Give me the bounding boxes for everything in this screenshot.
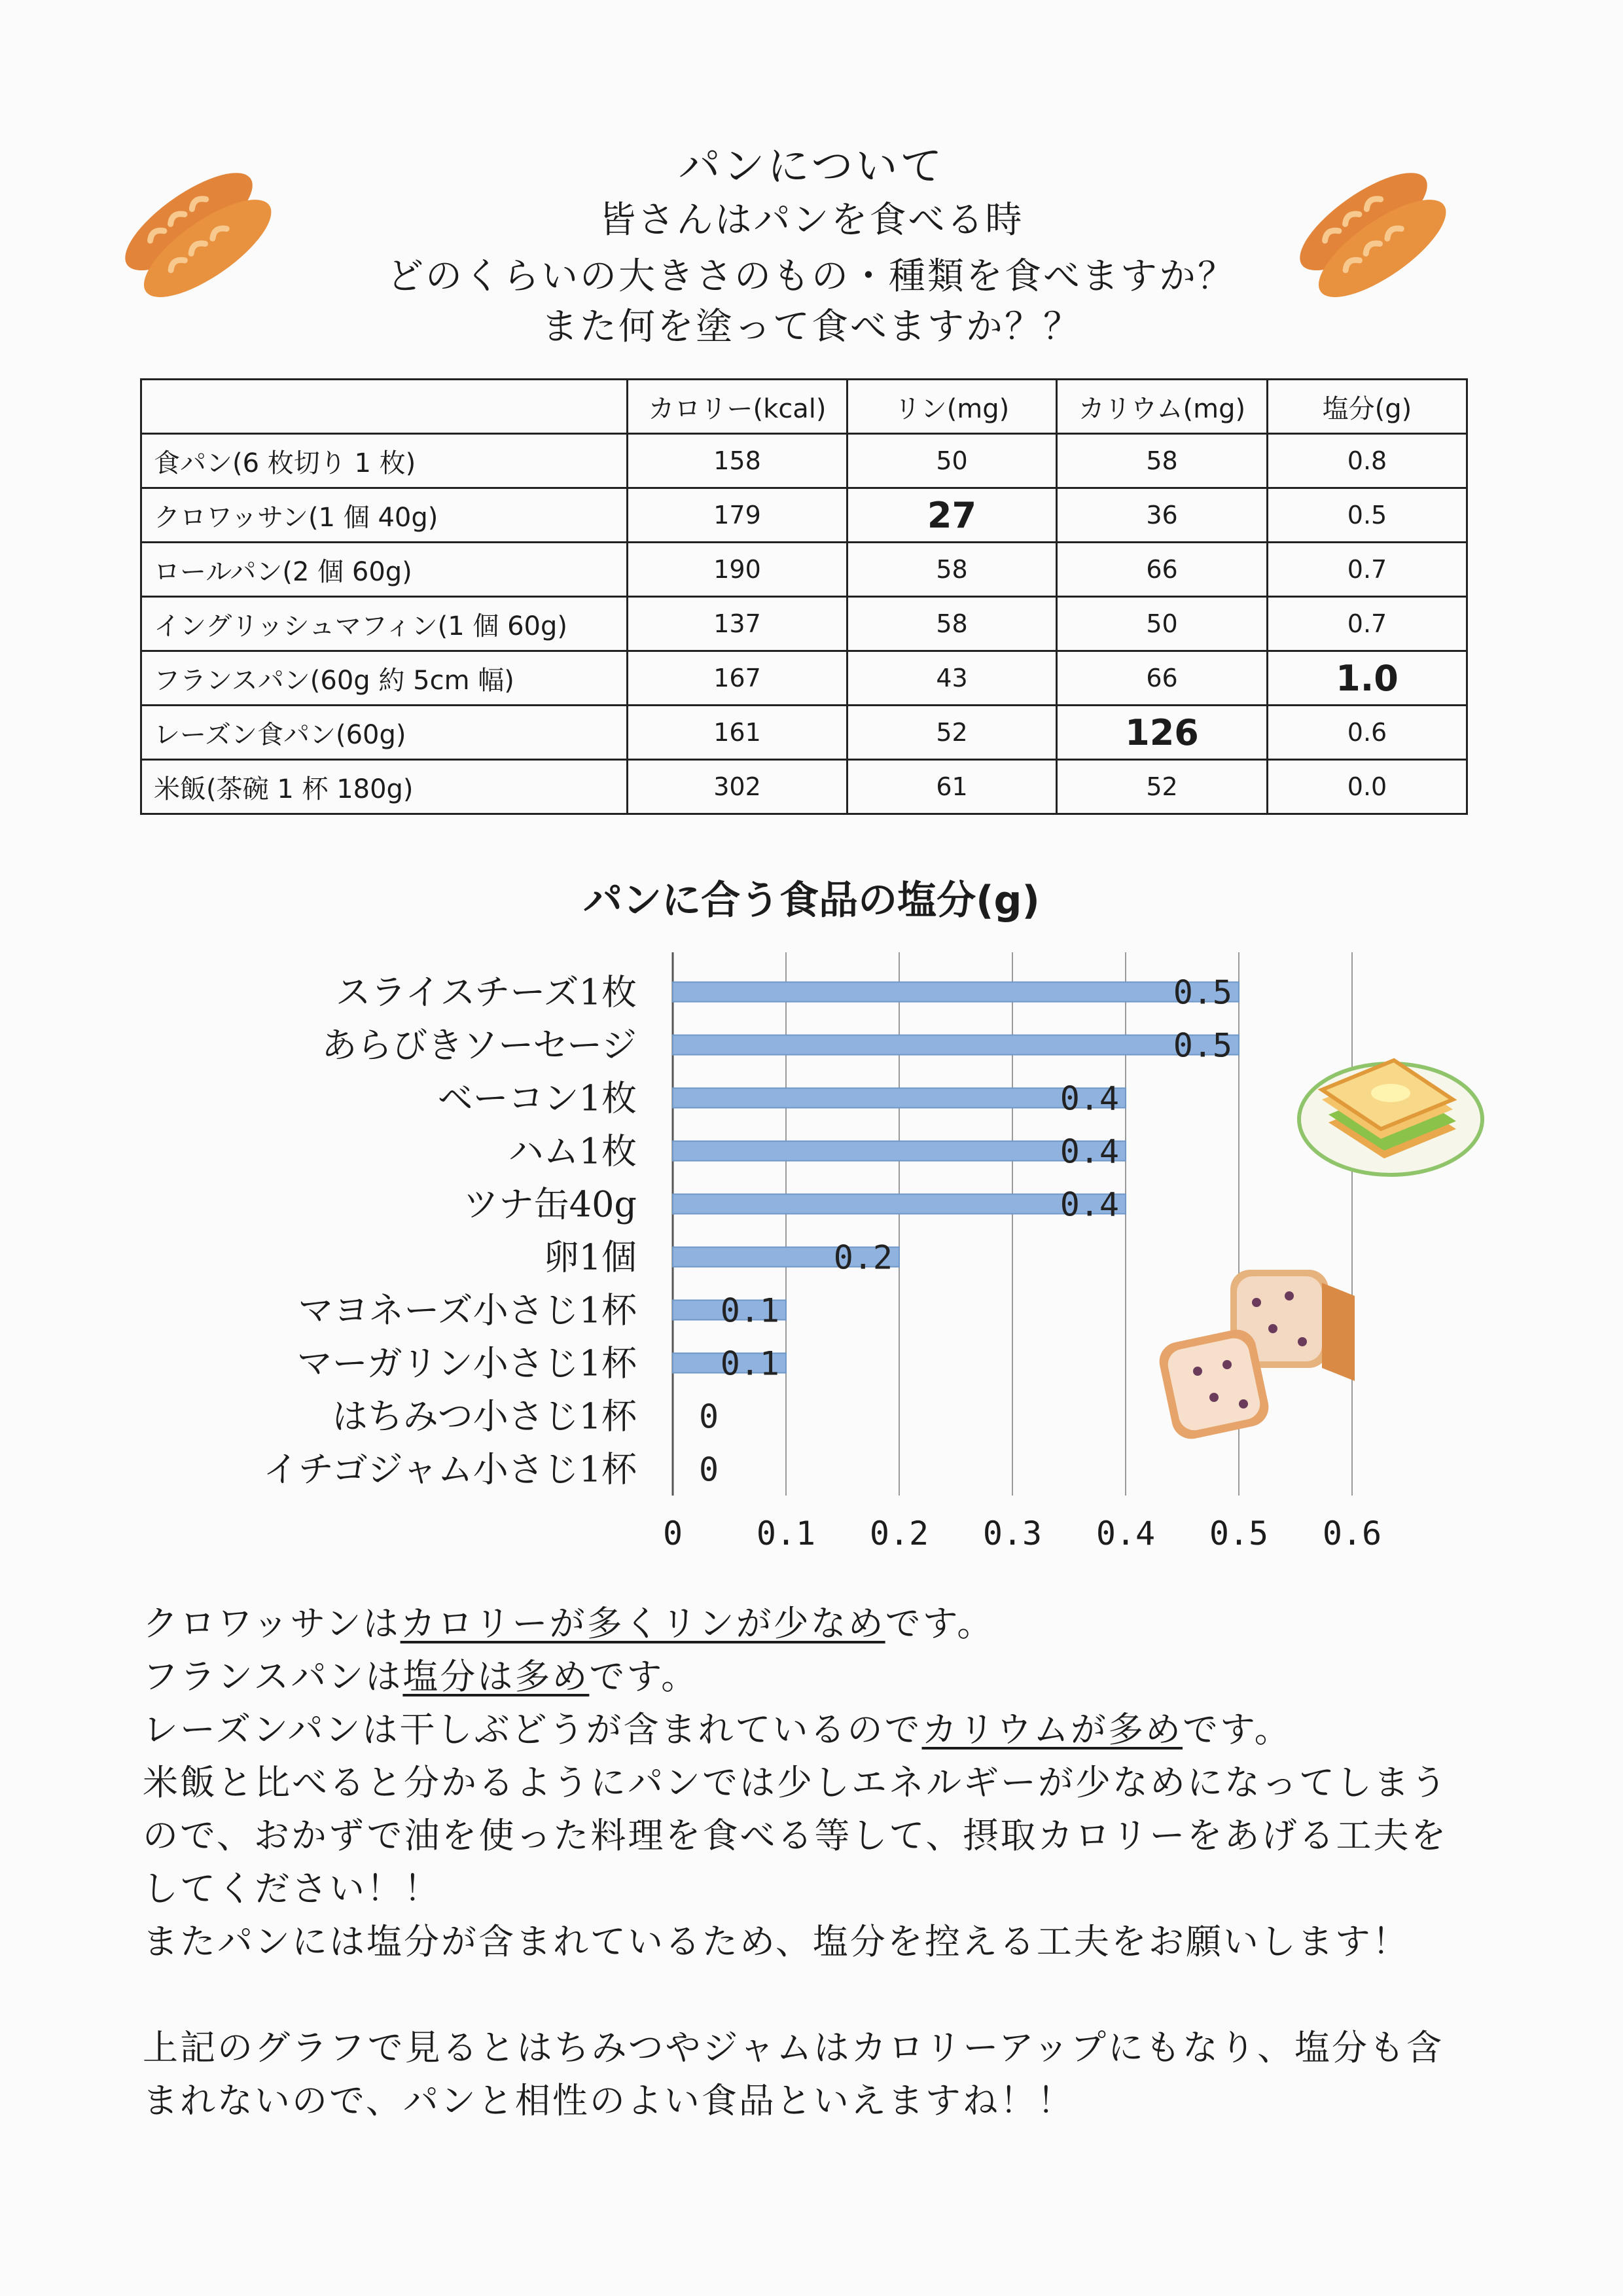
data-label: 0.1 xyxy=(720,1291,779,1330)
category-label: ベーコン1枚 xyxy=(437,1077,637,1119)
page-title: パンについて xyxy=(678,142,945,191)
phosphorus-cell: 61 xyxy=(847,760,1057,814)
bar xyxy=(673,982,1239,1002)
food-name: イングリッシュマフィン(1 個 60g) xyxy=(141,597,628,651)
paragraph-rice-comparison: 米飯と比べると分かるようにパンでは少しエネルギーが少なめになってしまうので、おかずで油を使った料理を食べる等して、摂取カロリーをあげる工夫をしてください！！ xyxy=(143,1762,1448,1909)
underlined-text: 塩分は多め xyxy=(402,1656,590,1697)
table-header: カリウム(mg) xyxy=(1057,380,1268,434)
paragraph-salt-advice: またパンには塩分が含まれているため、塩分を控える工夫をお願いします！ xyxy=(143,1921,1410,1962)
text-span: です。 xyxy=(589,1656,699,1697)
potassium-cell: 58 xyxy=(1057,434,1268,488)
paragraph-croissant xyxy=(143,1597,1478,1650)
bread-icon xyxy=(115,157,278,308)
category-label: イチゴジャム小さじ1杯 xyxy=(262,1448,637,1490)
category-label: マーガリン小さじ1杯 xyxy=(296,1342,637,1384)
potassium-cell: 126 xyxy=(1057,706,1268,760)
calorie-cell: 190 xyxy=(628,543,847,597)
potassium-cell: 66 xyxy=(1057,651,1268,706)
salt-cell: 0.0 xyxy=(1268,760,1467,814)
potassium-cell: 66 xyxy=(1057,543,1268,597)
category-label: ツナ缶40g xyxy=(463,1183,637,1225)
x-tick-label: 0.2 xyxy=(869,1515,929,1552)
category-label: ハム1枚 xyxy=(508,1130,637,1172)
calorie-cell: 179 xyxy=(628,488,847,543)
table-row xyxy=(141,543,1467,597)
data-label: 0 xyxy=(699,1450,719,1489)
phosphorus-cell: 52 xyxy=(847,706,1057,760)
data-label: 0.4 xyxy=(1060,1132,1119,1171)
bar xyxy=(673,1194,1126,1214)
intro-line-2: どのくらいの大きさのもの・種類を食べますか？ xyxy=(387,255,1236,298)
food-name: クロワッサン(1 個 40g) xyxy=(141,488,628,543)
category-label: はちみつ小さじ1杯 xyxy=(332,1395,637,1437)
x-tick-label: 0.5 xyxy=(1209,1515,1269,1552)
text-span: です。 xyxy=(1183,1709,1292,1750)
phosphorus-cell: 50 xyxy=(847,434,1057,488)
phosphorus-cell: 27 xyxy=(847,488,1057,543)
category-label: マヨネーズ小さじ1杯 xyxy=(298,1289,637,1331)
salt-bar-chart xyxy=(0,936,1623,1558)
data-label: 0.5 xyxy=(1173,973,1232,1012)
phosphorus-cell: 58 xyxy=(847,597,1057,651)
data-label: 0.2 xyxy=(833,1238,893,1277)
salt-cell: 1.0 xyxy=(1268,651,1467,706)
x-tick-label: 0.1 xyxy=(756,1515,816,1552)
chart-title: パンに合う食品の塩分(g) xyxy=(583,878,1040,924)
raisin-bread-icon xyxy=(1152,1257,1374,1453)
calorie-cell: 158 xyxy=(628,434,847,488)
food-name: 食パン(6 枚切り 1 枚) xyxy=(141,434,628,488)
calorie-cell: 137 xyxy=(628,597,847,651)
food-name: ロールパン(2 個 60g) xyxy=(141,543,628,597)
table-header: リン(mg) xyxy=(847,380,1057,434)
bar xyxy=(673,1141,1126,1161)
underlined-text: カロリーが多くリンが少なめ xyxy=(400,1603,885,1644)
table-header-row xyxy=(141,380,1467,434)
data-label: 0.4 xyxy=(1060,1079,1119,1118)
table-header xyxy=(141,380,628,434)
x-tick-label: 0.3 xyxy=(982,1515,1043,1552)
intro-line-3: また何を塗って食べますか？？ xyxy=(541,306,1082,348)
data-label: 0.4 xyxy=(1060,1185,1119,1224)
category-label: あらびきソーセージ xyxy=(321,1024,637,1066)
data-label: 0.5 xyxy=(1173,1026,1232,1065)
text-span: フランスパンは xyxy=(143,1656,403,1697)
paragraph-french-bread xyxy=(143,1650,1478,1703)
salt-cell: 0.8 xyxy=(1268,434,1467,488)
x-tick-label: 0.4 xyxy=(1096,1515,1156,1552)
paragraph-raisin-bread xyxy=(143,1703,1478,1756)
data-label: 0 xyxy=(699,1397,719,1436)
food-name: 米飯(茶碗 1 杯 180g) xyxy=(141,760,628,814)
text-span: です。 xyxy=(885,1603,995,1644)
calorie-cell: 302 xyxy=(628,760,847,814)
calorie-cell: 161 xyxy=(628,706,847,760)
calorie-cell: 167 xyxy=(628,651,847,706)
phosphorus-cell: 43 xyxy=(847,651,1057,706)
bar xyxy=(673,1035,1239,1055)
salt-cell: 0.5 xyxy=(1268,488,1467,543)
table-row xyxy=(141,760,1467,814)
intro-line-1: 皆さんはパンを食べる時 xyxy=(599,199,1024,242)
underlined-text: カリウムが多め xyxy=(921,1709,1183,1750)
x-tick-label: 0 xyxy=(662,1515,683,1552)
table-row xyxy=(141,434,1467,488)
salt-cell: 0.6 xyxy=(1268,706,1467,760)
data-label: 0.1 xyxy=(720,1344,779,1383)
category-label: スライスチーズ1枚 xyxy=(335,971,637,1013)
paragraph-honey-jam: 上記のグラフで見るとはちみつやジャムはカロリーアップにもなり、塩分も含まれないので、パンと相性のよい食品といえますね！！ xyxy=(143,2027,1444,2121)
category-label: 卵1個 xyxy=(543,1236,637,1278)
salt-cell: 0.7 xyxy=(1268,543,1467,597)
sandwich-icon xyxy=(1293,1031,1489,1181)
potassium-cell: 36 xyxy=(1057,488,1268,543)
x-tick-label: 0.6 xyxy=(1322,1515,1382,1552)
table-header: 塩分(g) xyxy=(1268,380,1467,434)
bread-icon xyxy=(1289,157,1453,308)
table-header: カロリー(kcal) xyxy=(628,380,847,434)
potassium-cell: 50 xyxy=(1057,597,1268,651)
table-row xyxy=(141,706,1467,760)
text-span: レーズンパンは干しぶどうが含まれているので xyxy=(143,1709,922,1750)
nutrition-table xyxy=(140,378,1468,815)
food-name: フランスパン(60g 約 5cm 幅) xyxy=(141,651,628,706)
salt-cell: 0.7 xyxy=(1268,597,1467,651)
phosphorus-cell: 58 xyxy=(847,543,1057,597)
potassium-cell: 52 xyxy=(1057,760,1268,814)
food-name: レーズン食パン(60g) xyxy=(141,706,628,760)
table-row xyxy=(141,488,1467,543)
bar xyxy=(673,1088,1126,1108)
text-span: クロワッサンは xyxy=(143,1603,401,1644)
table-row xyxy=(141,651,1467,706)
table-row xyxy=(141,597,1467,651)
